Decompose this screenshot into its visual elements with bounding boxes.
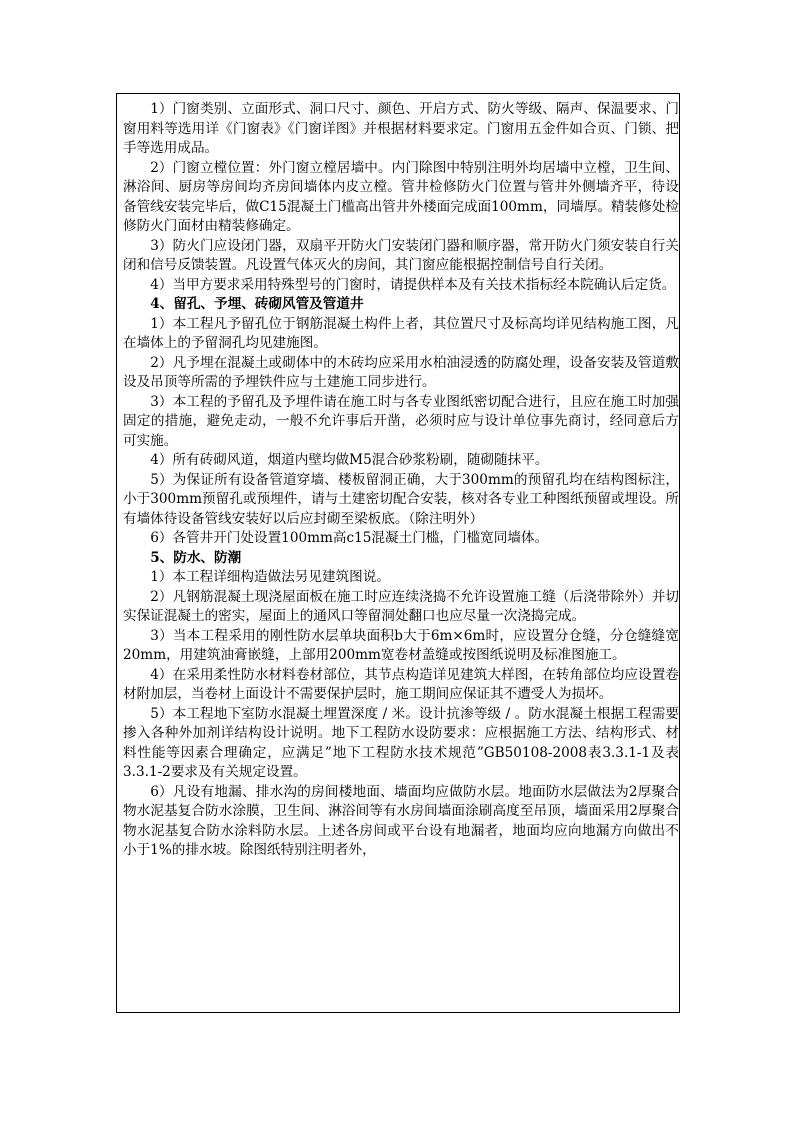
section-heading: 4、留孔、予埋、砖砌风管及管道井 [150, 296, 364, 312]
paragraph: 4）当甲方要求采用特殊型号的门窗时，请提供样本及有关技术指标经本院确认后定货。 [150, 276, 676, 293]
content-frame [116, 93, 680, 1013]
paragraph: 2）凡钢筋混凝土现浇屋面板在施工时应连续浇捣不允许设置施工缝（后浇带除外）并切实保证混凝土的密实，屋面上的通风口等留洞处翻口也应尽量一次浇捣完成。 [123, 588, 679, 624]
paragraph: 5）本工程地下室防水混凝土埋置深度 / 米。设计抗渗等级 / 。防水混凝土根据工程需要掺入各种外加剂详结构设计说明。地下工程防水设防要求：应根据施工方法、结构形式、材料性能等因素合理确定，应满足”地下工程防水技术规范”GB50108-2008表3.3.1-1及表3.3.1-2要求及有关规定设置。 [123, 705, 679, 780]
paragraph: 2）凡予埋在混凝土或砌体中的木砖均应采用水柏油浸透的防腐处理，设备安装及管道敷设及吊顶等所需的予埋铁件应与土建施工同步进行。 [123, 354, 679, 390]
paragraph: 4）在采用柔性防水材料卷材部位，其节点构造详见建筑大样图，在转角部位均应设置卷材附加层，当卷材上面设计不需要保护层时，施工期间应保证其不遭受人为损坏。 [123, 666, 679, 702]
paragraph: 1）门窗类别、立面形式、洞口尺寸、颜色、开启方式、防火等级、隔声、保温要求、门窗用料等选用详《门窗表》《门窗详图》并根据材料要求定。门窗用五金件如合页、门锁、把手等选用成品。 [123, 101, 679, 156]
paragraph: 3）本工程的予留孔及予埋件请在施工时与各专业图纸密切配合进行，且应在施工时加强固定的措施，避免走动，一般不允许事后开凿，必须时应与设计单位事先商讨，经同意后方可实施。 [123, 393, 679, 449]
paragraph: 6）凡设有地漏、排水沟的房间楼地面、墙面均应做防水层。地面防水层做法为2厚聚合物水泥基复合防水涂膜，卫生间、淋浴间等有水房间墙面涂刷高度至吊顶，墙面采用2厚聚合物水泥基复合防水涂料防水层。上述各房间或平台设有地漏者，地面均应向地漏方向做出不小于1%的排水坡。除图纸特别注明者外， [123, 783, 679, 858]
paragraph: 6）各管井开门处设置100mm高c15混凝土门槛，门槛宽同墙体。 [150, 530, 549, 546]
document-body [123, 100, 679, 1012]
paragraph: 3）当本工程采用的刚性防水层单块面积b大于6m×6m时，应设置分仓缝，分仓缝缝宽20mm，用建筑油膏嵌缝，上部用200mm宽卷材盖缝或按图纸说明及标准图施工。 [123, 627, 679, 663]
paragraph: 1）本工程凡予留孔位于钢筋混凝土构件上者，其位置尺寸及标高均详见结构施工图，凡在墙体上的予留洞孔均见建施图。 [123, 315, 679, 351]
paragraph: 3）防火门应设闭门器，双扇平开防火门安装闭门器和顺序器，常开防火门须安装自行关闭和信号反馈装置。凡设置气体灭火的房间，其门窗应能根据控制信号自行关闭。 [123, 237, 679, 273]
paragraph: 4）所有砖砌风道，烟道内壁均做M5混合砂浆粉刷，随砌随抹平。 [150, 452, 549, 468]
paragraph: 5）为保证所有设备管道穿墙、楼板留洞正确，大于300mm的预留孔均在结构图标注，小于300mm预留孔或预埋件，请与土建密切配合安装，核对各专业工种图纸预留或埋设。所有墙体待设备管线安装好以后应封砌至梁板底。（除注明外） [123, 471, 679, 527]
section-heading: 5、防水、防潮 [150, 549, 242, 566]
paragraph: 1）本工程详细构造做法另见建筑图说。 [150, 569, 390, 585]
paragraph: 2）门窗立樘位置：外门窗立樘居墙中。内门除图中特别注明外均居墙中立樘，卫生间、淋浴间、厨房等房间均齐房间墙体内皮立樘。管井检修防火门位置与管井外侧墙齐平，待设备管线安装完毕后，做C15混凝土门槛高出管井外楼面完成面100mm，同墙厚。精装修处检修防火门面材由精装修确定。 [123, 159, 679, 234]
